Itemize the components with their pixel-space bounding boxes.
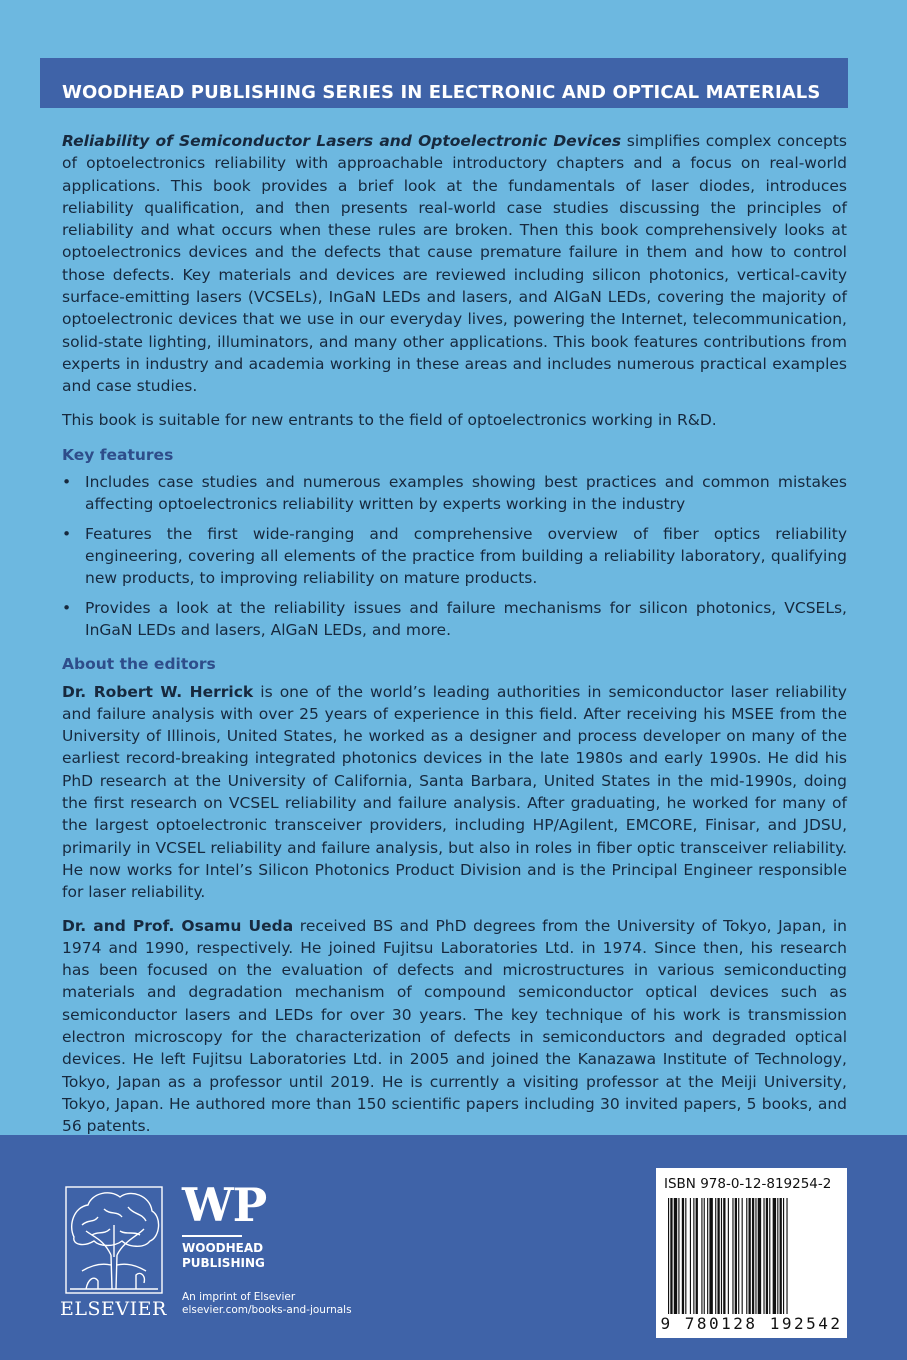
- suitable-statement: This book is suitable for new entrants to the field of optoelectronics working in R&D.: [62, 410, 717, 429]
- imprint-info: [182, 1291, 352, 1317]
- series-banner: [40, 58, 848, 108]
- barcode-bar: [780, 1198, 782, 1314]
- publisher-footer: [0, 1135, 907, 1360]
- barcode-bar: [777, 1198, 778, 1314]
- feature-text: Features the first wide-ranging and comprehensive overview of fiber optics reliability engineering, covering all elements of the practice from building a reliability laboratory, qualifying new products, to improving reliability on mature products.: [85, 524, 847, 588]
- book-description: [62, 130, 847, 398]
- barcode-bar: [685, 1198, 686, 1314]
- logo-divider: [182, 1235, 242, 1237]
- key-features-list: [62, 471, 847, 641]
- barcode-bar: [717, 1198, 719, 1314]
- barcode-bar: [755, 1198, 756, 1314]
- barcode-bar: [738, 1198, 739, 1314]
- barcode-bar: [715, 1198, 716, 1314]
- barcode-bar: [696, 1198, 698, 1314]
- barcode-bar: [670, 1198, 672, 1314]
- editors-heading: About the editors: [62, 655, 216, 674]
- barcode-bar: [766, 1198, 768, 1314]
- publisher-name-line: WOODHEAD: [182, 1241, 264, 1255]
- list-item: [62, 471, 847, 516]
- feature-text: Includes case studies and numerous examples showing best practices and common mistakes affecting optoelectronics reliability written by experts working in the industry: [85, 473, 847, 514]
- barcode-bar: [763, 1198, 764, 1314]
- barcode-bar: [783, 1198, 784, 1314]
- imprint-text: An imprint of Elsevier: [182, 1291, 296, 1303]
- imprint-url: elsevier.com/books-and-journals: [182, 1304, 352, 1316]
- barcode-bar: [786, 1198, 787, 1314]
- description-text: simplifies complex concepts of optoelectronics reliability with approachable introductory chapters and a focus on real-world applications. This book provides a brief look at the fundamentals of laser diodes, introduces reliability qualification, and then presents real-world case studies discussing the principles of reliability and what occurs when these rules are broken. Then this book comprehensively looks at optoelectronics devices and the defects that cause premature failure in them and how to control those defects. Key materials and devices are reviewed including silicon photonics, vertical-cavity surface-emitting lasers (VCSELs), InGaN LEDs and lasers, and AlGaN LEDs, covering the majority of optoelectronic devices that we use in our everyday lives, powering the Internet, telecommunication, solid-state lighting, illuminators, and many other applications. This book features contributions from experts in industry and academia working in these areas and includes numerous practical examples and case studies.: [62, 132, 847, 396]
- barcode-bar: [690, 1198, 691, 1314]
- editor-name: Dr. and Prof. Osamu Ueda: [62, 916, 294, 935]
- cover-content: [62, 130, 847, 1148]
- barcode-bar: [674, 1198, 677, 1314]
- barcode-bar: [773, 1198, 776, 1314]
- barcode-bar: [742, 1198, 743, 1314]
- bullet-icon: •: [62, 473, 72, 492]
- elsevier-tree-icon: [64, 1185, 164, 1295]
- barcode-bar: [707, 1198, 708, 1314]
- publisher-name-line: PUBLISHING: [182, 1256, 265, 1270]
- bullet-icon: •: [62, 524, 72, 543]
- bullet-icon: •: [62, 598, 72, 617]
- list-item: [62, 523, 847, 590]
- barcode-number: 9 780128 192542: [660, 1314, 843, 1333]
- barcode-bar: [752, 1198, 754, 1314]
- key-features-heading: Key features: [62, 445, 174, 464]
- feature-text: Provides a look at the reliability issues and failure mechanisms for silicon photonics, VCSELs, InGaN LEDs and lasers, AlGaN LEDs, and more.: [85, 598, 847, 639]
- barcode-bar: [735, 1198, 737, 1314]
- barcode-bar: [758, 1198, 761, 1314]
- barcode-bar: [682, 1198, 684, 1314]
- editor-bio-text: is one of the world’s leading authorities in semiconductor laser reliability and failure analysis with over 25 years of experience in this field. After receiving his MSEE from the University of Illinois, United States, he worked as a designer and process developer on many of the earliest record-breaking integrated photonics devices in the late 1980s and early 1990s. He did his PhD research at the University of California, Santa Barbara, United States in the mid-1990s, doing the first research on VCSEL reliability and failure analysis. After graduating, he worked for many of the largest optoelectronic transceiver providers, including HP/Agilent, EMCORE, Finisar, and JDSU, primarily in VCSEL reliability and failure analysis, but also in roles in fiber optic transceiver reliability. He now works for Intel’s Silicon Photonics Product Division and is the Principal Engineer responsible for laser reliability.: [62, 682, 847, 902]
- barcode-bar: [704, 1198, 705, 1314]
- elsevier-wordmark: ELSEVIER: [60, 1298, 167, 1320]
- barcode-bar: [746, 1198, 747, 1314]
- barcode-bar: [668, 1198, 669, 1314]
- list-item: [62, 597, 847, 642]
- editor-bio-text: received BS and PhD degrees from the University of Tokyo, Japan, in 1974 and 1990, respectively. He joined Fujitsu Laboratories Ltd. in 1974. Since then, his research has been focused on the evaluation of defects and microstructures in various semiconducting materials and degradation mechanism of compound semiconductor optical devices such as semiconductor lasers and LEDs for over 30 years. The key technique of his work is transmission electron microscopy for the characterization of defects in semiconductors and degraded optical devices. He left Fujitsu Laboratories Ltd. in 2005 and joined the Kanazawa Institute of Technology, Tokyo, Japan as a professor until 2019. He is currently a visiting professor at the Meiji University, Tokyo, Japan. He authored more than 150 scientific papers including 30 invited papers, 5 books, and 56 patents.: [62, 916, 847, 1136]
- editor-bio-ueda: [62, 915, 847, 1138]
- barcode-bar: [749, 1198, 751, 1314]
- barcode-bar: [709, 1198, 712, 1314]
- barcode-bar: [701, 1198, 702, 1314]
- isbn-label: ISBN 978-0-12-819254-2: [664, 1176, 832, 1192]
- woodhead-logo: WP: [182, 1178, 267, 1232]
- barcode-bar: [693, 1198, 694, 1314]
- barcode-icon: [668, 1198, 835, 1314]
- barcode-bar: [769, 1198, 770, 1314]
- series-title: WOODHEAD PUBLISHING SERIES IN ELECTRONIC AND OPTICAL MATERIALS: [62, 82, 821, 103]
- editor-bio-herrick: [62, 681, 847, 904]
- barcode-bar: [678, 1198, 679, 1314]
- publisher-name: [182, 1241, 265, 1271]
- barcode-bar: [723, 1198, 725, 1314]
- barcode-bar: [732, 1198, 733, 1314]
- barcode-bar: [728, 1198, 729, 1314]
- editor-name: Dr. Robert W. Herrick: [62, 682, 254, 701]
- barcode-bar: [721, 1198, 722, 1314]
- book-title: Reliability of Semiconductor Lasers and Optoelectronic Devices: [62, 132, 622, 150]
- barcode-box: [656, 1168, 847, 1338]
